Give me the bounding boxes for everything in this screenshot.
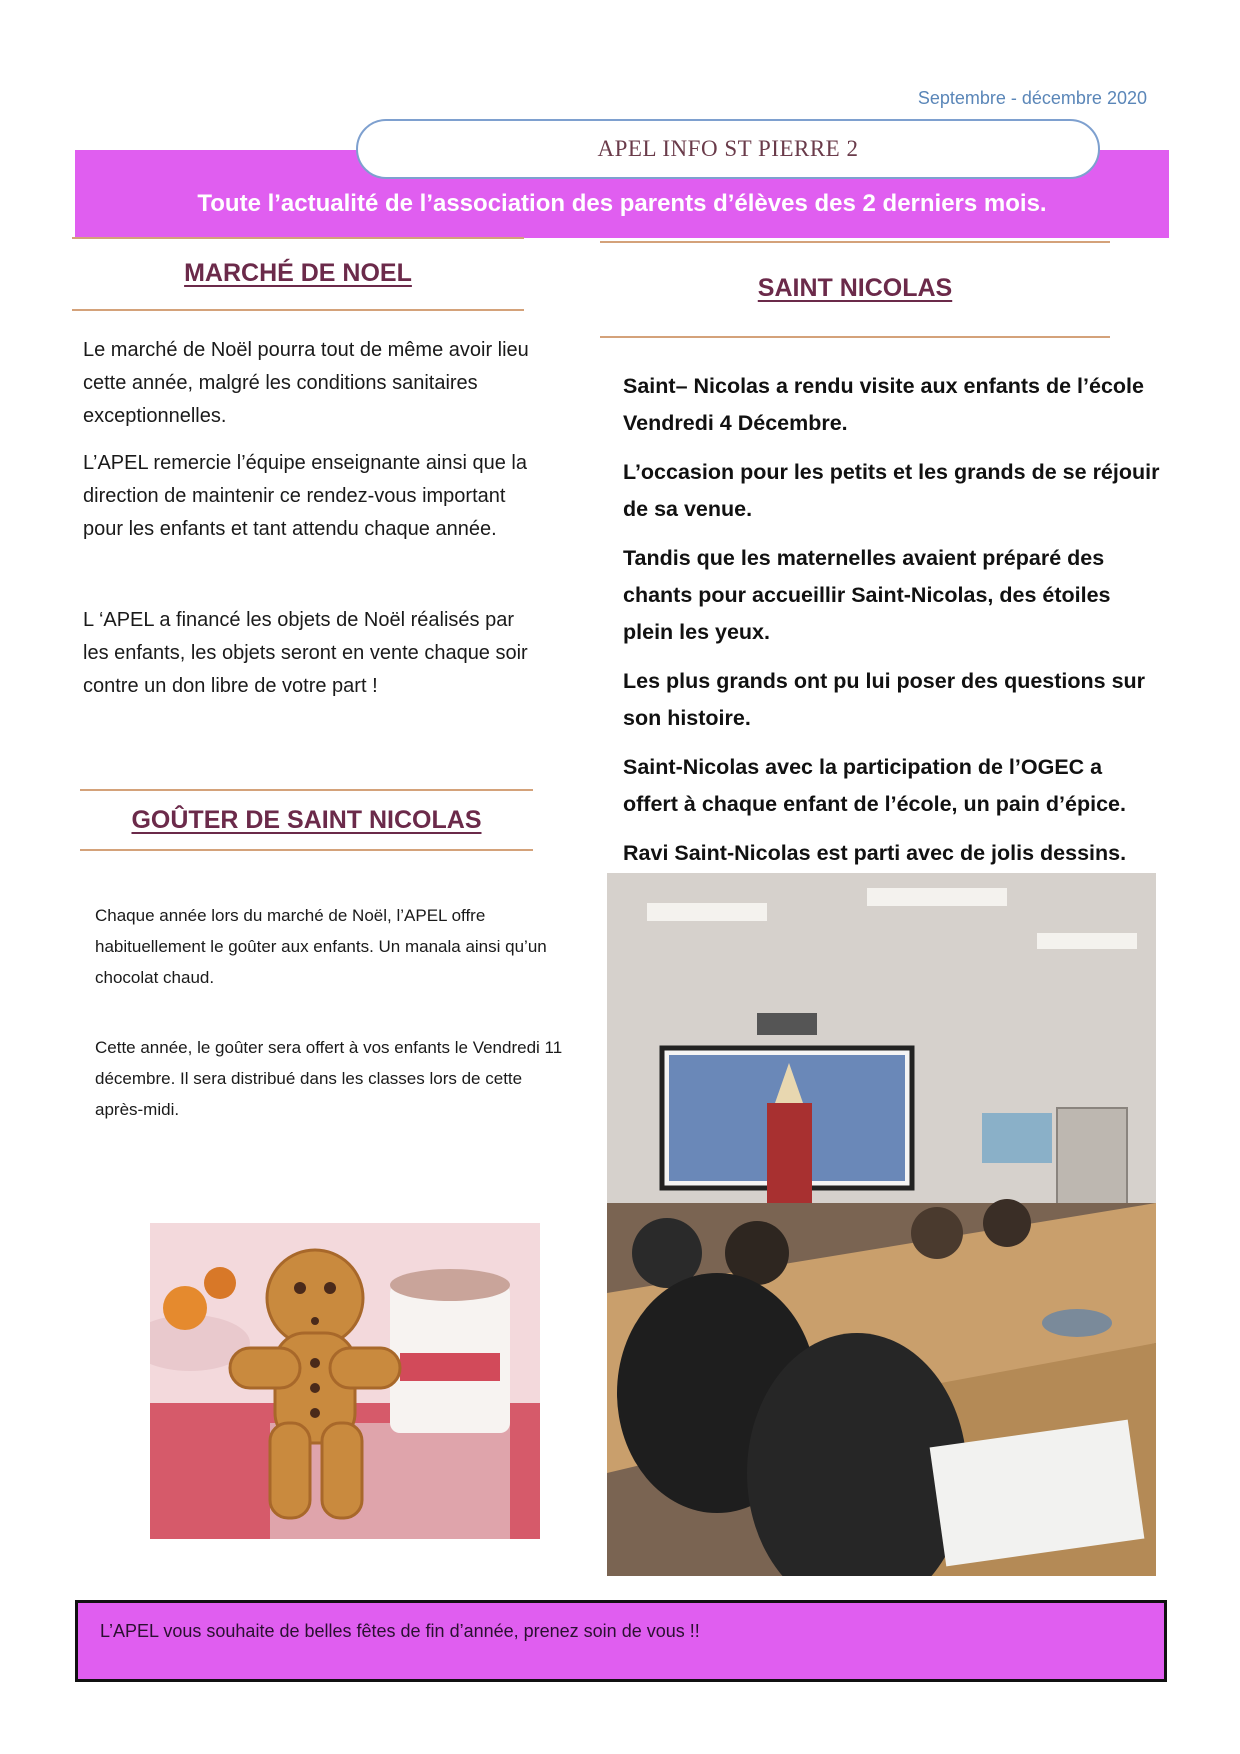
marche-paragraph-1: Le marché de Noël pourra tout de même avoir lieu cette année, malgré les conditions sanitaires exceptionnelles. bbox=[83, 339, 529, 427]
gouter-paragraph-2: Cette année, le goûter sera offert à vos enfants le Vendredi 11 décembre. Il sera distribué dans les classes lors de cette après-midi. bbox=[95, 1038, 563, 1119]
footer-text: L’APEL vous souhaite de belles fêtes de fin d’année, prenez soin de vous !! bbox=[100, 1621, 700, 1641]
divider bbox=[72, 237, 524, 239]
sn-paragraph-3: Tandis que les maternelles avaient préparé des chants pour accueillir Saint-Nicolas, des étoiles plein les yeux. bbox=[623, 546, 1111, 644]
marche-paragraph-2: L’APEL remercie l’équipe enseignante ainsi que la direction de maintenir ce rendez-vous important pour les enfants et tant attendu chaque année. bbox=[83, 452, 527, 540]
saint-nicolas-text bbox=[623, 368, 1163, 884]
section-heading-saint-nicolas: SAINT NICOLAS bbox=[757, 274, 953, 302]
sn-paragraph-5: Saint-Nicolas avec la participation de l’OGEC a offert à chaque enfant de l’école, un pain d’épice. bbox=[623, 755, 1126, 816]
newsletter-title: APEL INFO ST PIERRE 2 bbox=[356, 119, 1100, 179]
gouter-text bbox=[95, 900, 565, 1125]
divider bbox=[600, 241, 1110, 243]
divider bbox=[600, 336, 1110, 338]
marche-text bbox=[83, 334, 533, 717]
classroom-photo bbox=[607, 873, 1156, 1576]
sn-paragraph-6: Ravi Saint-Nicolas est parti avec de jolis dessins. bbox=[623, 841, 1127, 865]
divider bbox=[72, 309, 524, 311]
marche-paragraph-3: L ‘APEL a financé les objets de Noël réalisés par les enfants, les objets seront en vente chaque soir contre un don libre de votre part ! bbox=[83, 609, 528, 697]
divider bbox=[80, 789, 533, 791]
sn-paragraph-2: L’occasion pour les petits et les grands de se réjouir de sa venue. bbox=[623, 460, 1160, 521]
divider bbox=[80, 849, 533, 851]
gouter-paragraph-1: Chaque année lors du marché de Noël, l’APEL offre habituellement le goûter aux enfants. Un manala ainsi qu’un chocolat chaud. bbox=[95, 906, 547, 987]
section-heading-marche: MARCHÉ DE NOEL bbox=[184, 259, 412, 287]
tagline: Toute l’actualité de l’association des parents d’élèves des 2 derniers mois. bbox=[197, 190, 1047, 217]
section-heading-gouter: GOÛTER DE SAINT NICOLAS bbox=[131, 806, 482, 834]
issue-date: Septembre - décembre 2020 bbox=[917, 88, 1147, 108]
gingerbread-photo bbox=[150, 1223, 540, 1539]
sn-paragraph-1: Saint– Nicolas a rendu visite aux enfants de l’école Vendredi 4 Décembre. bbox=[623, 374, 1144, 435]
sn-paragraph-4: Les plus grands ont pu lui poser des questions sur son histoire. bbox=[623, 669, 1146, 730]
